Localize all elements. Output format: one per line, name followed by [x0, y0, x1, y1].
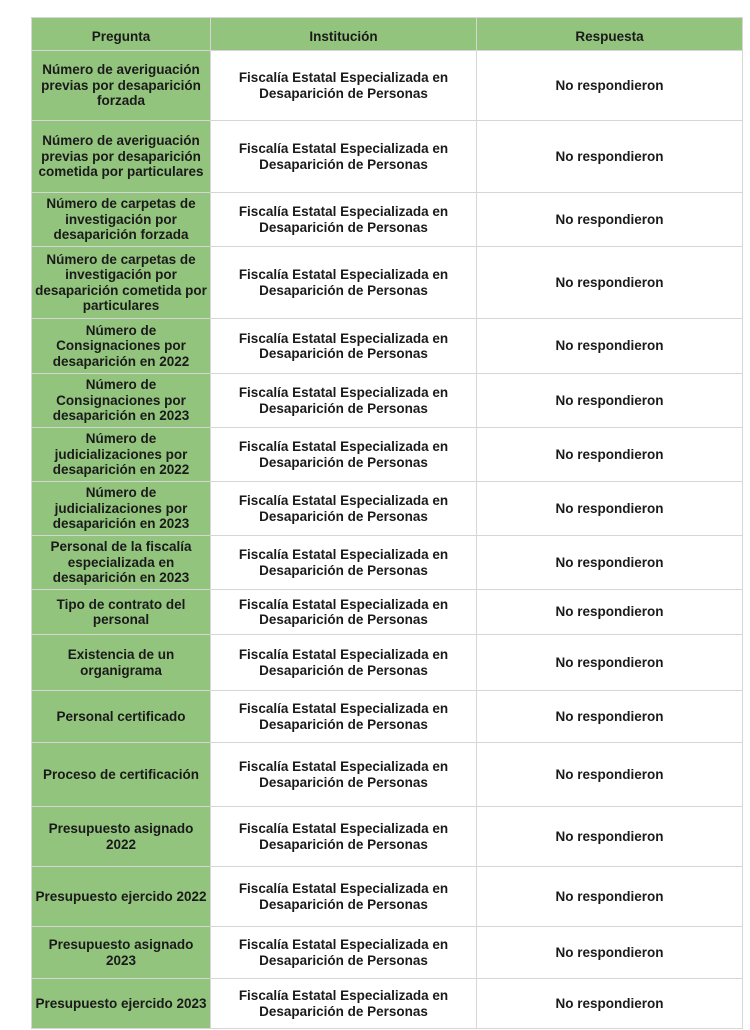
- table-row: [32, 374, 743, 428]
- table-row: [32, 867, 743, 927]
- cell-institucion: Fiscalía Estatal Especializada en Desaparición de Personas: [211, 536, 477, 590]
- cell-respuesta: No respondieron: [477, 691, 743, 743]
- table-row: [32, 807, 743, 867]
- responses-table: [31, 17, 743, 1029]
- cell-pregunta: Número de averiguación previas por desaparición forzada: [32, 51, 211, 121]
- cell-pregunta: Tipo de contrato del personal: [32, 590, 211, 635]
- cell-institucion: Fiscalía Estatal Especializada en Desaparición de Personas: [211, 482, 477, 536]
- cell-institucion: Fiscalía Estatal Especializada en Desaparición de Personas: [211, 867, 477, 927]
- cell-respuesta: No respondieron: [477, 121, 743, 193]
- cell-institucion: Fiscalía Estatal Especializada en Desaparición de Personas: [211, 374, 477, 428]
- cell-respuesta: No respondieron: [477, 867, 743, 927]
- cell-institucion: Fiscalía Estatal Especializada en Desaparición de Personas: [211, 691, 477, 743]
- cell-pregunta: Presupuesto ejercido 2022: [32, 867, 211, 927]
- table-row: [32, 979, 743, 1029]
- cell-pregunta: Número de carpetas de investigación por desaparición cometida por particulares: [32, 247, 211, 319]
- cell-pregunta: Existencia de un organigrama: [32, 635, 211, 691]
- cell-pregunta: Presupuesto asignado 2023: [32, 927, 211, 979]
- cell-respuesta: No respondieron: [477, 635, 743, 691]
- header-row: [32, 18, 743, 51]
- table-row: [32, 428, 743, 482]
- cell-respuesta: No respondieron: [477, 51, 743, 121]
- cell-respuesta: No respondieron: [477, 428, 743, 482]
- table-row: [32, 927, 743, 979]
- cell-respuesta: No respondieron: [477, 193, 743, 247]
- table-row: [32, 691, 743, 743]
- cell-respuesta: No respondieron: [477, 807, 743, 867]
- table-header: [32, 18, 743, 51]
- cell-pregunta: Número de carpetas de investigación por desaparición forzada: [32, 193, 211, 247]
- table-row: [32, 51, 743, 121]
- cell-respuesta: No respondieron: [477, 482, 743, 536]
- cell-respuesta: No respondieron: [477, 319, 743, 374]
- cell-institucion: Fiscalía Estatal Especializada en Desaparición de Personas: [211, 51, 477, 121]
- table-row: [32, 193, 743, 247]
- header-pregunta: Pregunta: [32, 18, 211, 51]
- cell-institucion: Fiscalía Estatal Especializada en Desaparición de Personas: [211, 979, 477, 1029]
- cell-institucion: Fiscalía Estatal Especializada en Desaparición de Personas: [211, 927, 477, 979]
- cell-institucion: Fiscalía Estatal Especializada en Desaparición de Personas: [211, 193, 477, 247]
- header-institucion: Institución: [211, 18, 477, 51]
- table-row: [32, 482, 743, 536]
- cell-pregunta: Presupuesto ejercido 2023: [32, 979, 211, 1029]
- cell-respuesta: No respondieron: [477, 743, 743, 807]
- cell-institucion: Fiscalía Estatal Especializada en Desaparición de Personas: [211, 428, 477, 482]
- cell-respuesta: No respondieron: [477, 590, 743, 635]
- cell-pregunta: Proceso de certificación: [32, 743, 211, 807]
- cell-institucion: Fiscalía Estatal Especializada en Desaparición de Personas: [211, 247, 477, 319]
- cell-pregunta: Personal de la fiscalía especializada en desaparición en 2023: [32, 536, 211, 590]
- cell-institucion: Fiscalía Estatal Especializada en Desaparición de Personas: [211, 743, 477, 807]
- cell-institucion: Fiscalía Estatal Especializada en Desaparición de Personas: [211, 590, 477, 635]
- cell-pregunta: Presupuesto asignado 2022: [32, 807, 211, 867]
- cell-respuesta: No respondieron: [477, 374, 743, 428]
- table-row: [32, 590, 743, 635]
- cell-pregunta: Número de Consignaciones por desaparición en 2023: [32, 374, 211, 428]
- cell-respuesta: No respondieron: [477, 247, 743, 319]
- cell-institucion: Fiscalía Estatal Especializada en Desaparición de Personas: [211, 635, 477, 691]
- table-row: [32, 319, 743, 374]
- cell-pregunta: Número de averiguación previas por desaparición cometida por particulares: [32, 121, 211, 193]
- table-body: [32, 51, 743, 1029]
- cell-institucion: Fiscalía Estatal Especializada en Desaparición de Personas: [211, 121, 477, 193]
- cell-institucion: Fiscalía Estatal Especializada en Desaparición de Personas: [211, 807, 477, 867]
- cell-pregunta: Número de judicializaciones por desaparición en 2022: [32, 428, 211, 482]
- cell-respuesta: No respondieron: [477, 536, 743, 590]
- cell-pregunta: Personal certificado: [32, 691, 211, 743]
- header-respuesta: Respuesta: [477, 18, 743, 51]
- cell-respuesta: No respondieron: [477, 979, 743, 1029]
- table-row: [32, 247, 743, 319]
- cell-institucion: Fiscalía Estatal Especializada en Desaparición de Personas: [211, 319, 477, 374]
- table-row: [32, 743, 743, 807]
- cell-pregunta: Número de judicializaciones por desaparición en 2023: [32, 482, 211, 536]
- table-row: [32, 536, 743, 590]
- cell-respuesta: No respondieron: [477, 927, 743, 979]
- cell-pregunta: Número de Consignaciones por desaparición en 2022: [32, 319, 211, 374]
- responses-table-container: [31, 17, 742, 1029]
- table-row: [32, 635, 743, 691]
- table-row: [32, 121, 743, 193]
